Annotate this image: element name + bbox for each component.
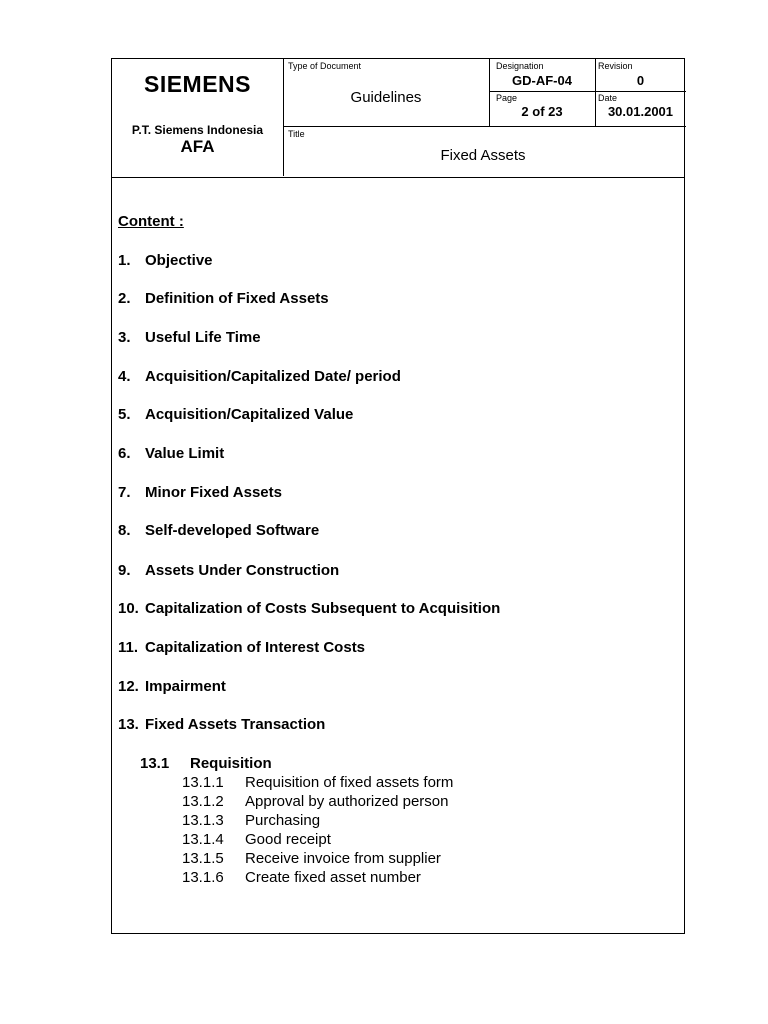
toc-subsubitem: 13.1.1 Requisition of fixed assets form — [182, 774, 454, 791]
toc-subsubitem: 13.1.2 Approval by authorized person — [182, 793, 449, 810]
toc-item: 13. Fixed Assets Transaction — [118, 716, 326, 733]
toc-item: 8. Self-developed Software — [118, 522, 320, 539]
company-name: P.T. Siemens Indonesia — [131, 123, 264, 137]
document-header — [112, 59, 684, 178]
type-of-document-value: Guidelines — [350, 89, 422, 106]
toc-subsubitem: 13.1.6 Create fixed asset number — [182, 869, 421, 886]
toc-item: 2. Definition of Fixed Assets — [118, 290, 329, 307]
toc-item: 6. Value Limit — [118, 445, 225, 462]
toc-subitem: 13.1 Requisition — [140, 755, 272, 772]
toc-item: 9. Assets Under Construction — [118, 562, 340, 579]
designation-label: Designation — [496, 61, 544, 71]
date-label: Date — [598, 93, 618, 103]
toc-item: 5. Acquisition/Capitalized Value — [118, 406, 354, 423]
type-of-document-label: Type of Document — [288, 61, 362, 71]
toc-subsubitem: 13.1.3 Purchasing — [182, 812, 321, 829]
page-value: 2 of 23 — [521, 104, 563, 119]
toc-item: 11. Capitalization of Interest Costs — [118, 639, 366, 656]
content-heading: Content : — [118, 213, 184, 230]
toc-subsubitem: 13.1.4 Good receipt — [182, 831, 331, 848]
revision-label: Revision — [598, 61, 633, 71]
toc-item: 10. Capitalization of Costs Subsequent to Acquisition — [118, 600, 501, 617]
toc-item: 3. Useful Life Time — [118, 329, 261, 346]
designation-value: GD-AF-04 — [512, 73, 572, 88]
document-page — [111, 58, 685, 934]
unit-name: AFA — [180, 137, 215, 156]
revision-value: 0 — [636, 73, 645, 88]
siemens-logo: SIEMENS — [143, 71, 252, 97]
toc-subsubitem: 13.1.5 Receive invoice from supplier — [182, 850, 441, 867]
toc-item: 12. Impairment — [118, 678, 226, 695]
toc-item: 4. Acquisition/Capitalized Date/ period — [118, 368, 401, 385]
title-label: Title — [288, 129, 305, 139]
date-value: 30.01.2001 — [607, 104, 674, 119]
document-title: Fixed Assets — [440, 147, 526, 164]
toc-item: 7. Minor Fixed Assets — [118, 484, 282, 501]
page-label: Page — [496, 93, 518, 103]
toc-item: 1. Objective — [118, 252, 213, 269]
